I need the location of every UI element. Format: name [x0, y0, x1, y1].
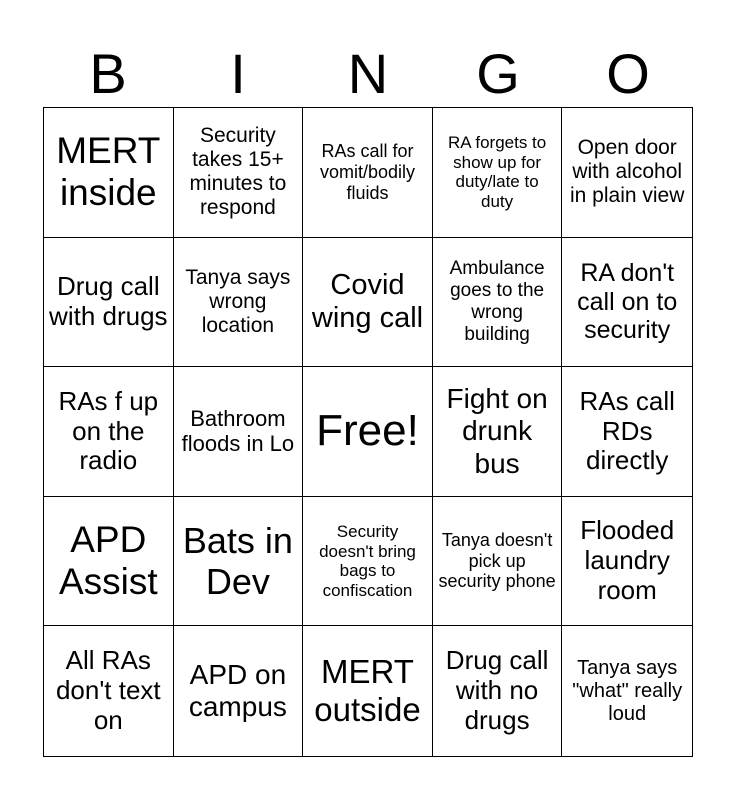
bingo-cell[interactable]: Drug call with no drugs: [433, 626, 563, 756]
bingo-cell[interactable]: Covid wing call: [303, 238, 433, 368]
bingo-cell[interactable]: Tanya says "what" really loud: [572, 656, 683, 725]
bingo-cell[interactable]: All RAs don't text on: [44, 626, 174, 756]
bingo-cell[interactable]: Ambulance goes to the wrong building: [433, 238, 563, 368]
bingo-cell[interactable]: MERT outside: [303, 626, 433, 756]
bingo-cell[interactable]: RA forgets to show up for duty/late to duty: [433, 108, 563, 238]
bingo-cell[interactable]: Drug call with drugs: [44, 238, 174, 368]
free-space[interactable]: Free!: [303, 367, 433, 497]
header-letter-i: I: [230, 42, 246, 105]
bingo-cell[interactable]: APD Assist: [44, 497, 174, 627]
bingo-cell[interactable]: Open door with alcohol in plain view: [562, 108, 692, 238]
bingo-cell[interactable]: Tanya says wrong location: [174, 238, 304, 368]
bingo-cell[interactable]: RAs call for vomit/bodily fluids: [303, 108, 433, 238]
bingo-cell[interactable]: Bathroom floods in Lo: [174, 367, 304, 497]
bingo-cell[interactable]: RA don't call on to security: [562, 238, 692, 368]
header-letter-g: G: [476, 42, 520, 105]
header-letter-n: N: [347, 42, 389, 105]
bingo-cell[interactable]: Flooded laundry room: [562, 497, 692, 627]
bingo-cell[interactable]: APD on campus: [174, 626, 304, 756]
bingo-cell[interactable]: Fight on drunk bus: [433, 367, 563, 497]
header-letter-o: O: [606, 42, 650, 105]
bingo-cell[interactable]: RAs call RDs directly: [562, 367, 692, 497]
bingo-cell[interactable]: Tanya doesn't pick up security phone: [433, 497, 563, 627]
bingo-header: [43, 40, 693, 108]
bingo-cell[interactable]: MERT inside: [44, 108, 174, 238]
bingo-cell[interactable]: Security takes 15+ minutes to respond: [174, 108, 304, 238]
bingo-cell[interactable]: Bats in Dev: [174, 497, 304, 627]
bingo-board: [43, 107, 693, 757]
bingo-cell[interactable]: Security doesn't bring bags to confiscation: [303, 497, 433, 627]
header-letter-b: B: [89, 42, 127, 105]
bingo-cell[interactable]: RAs f up on the radio: [44, 367, 174, 497]
